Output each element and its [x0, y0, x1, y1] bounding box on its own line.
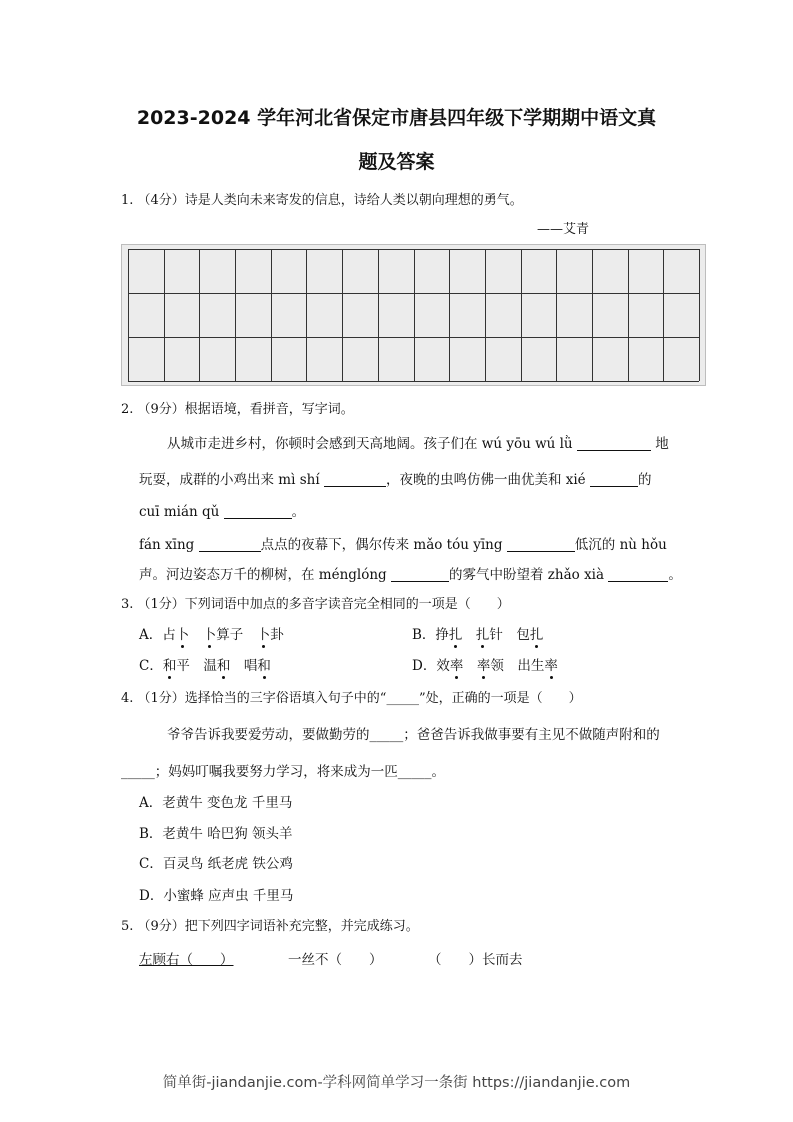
writing-grid [121, 244, 706, 386]
question-5: 5. （9分）把下列四字词语补充完整，并完成练习。 [121, 919, 419, 934]
option-char: 唱 [243, 658, 258, 674]
q2-line-4-end: 低沉的 nù hǒu [574, 537, 667, 553]
option-space [230, 658, 244, 674]
option-space [190, 658, 204, 674]
question-1: 1. （4分）诗是人类向未来寄发的信息，诗给人类以朝向理想的勇气。 [121, 193, 523, 208]
answer-blank[interactable] [577, 436, 651, 451]
dotted-char: 率 [476, 658, 491, 674]
answer-blank[interactable] [608, 567, 668, 582]
question-4: 4. （1分）选择恰当的三字俗语填入句子中的“_____”处，正确的一项是（ ） [121, 691, 582, 706]
q5-item-1: 左顾右（ ） [139, 952, 234, 968]
answer-blank[interactable] [224, 504, 292, 519]
q2-line-5-mid: 的雾气中盼望着 zhǎo xià [449, 567, 605, 583]
q2-line-2-end: 的 [637, 472, 652, 488]
q2-line-4-text: fán xīng [139, 537, 195, 553]
dotted-char: 扎 [448, 627, 463, 643]
q3-option-d[interactable] [412, 654, 558, 674]
dotted-char: 率 [544, 658, 558, 674]
q2-line-3 [139, 500, 305, 520]
q4-paragraph-line-2: _____；妈妈叮嘱我要努力学习，将来成为一匹_____。 [121, 764, 445, 780]
q2-line-5-end: 。 [668, 567, 682, 583]
option-char: 平 [176, 658, 190, 674]
q2-line-2 [139, 468, 651, 488]
question-2: 2. （9分）根据语境，看拼音，写字词。 [121, 402, 354, 417]
option-space [504, 658, 518, 674]
q2-line-1 [167, 432, 669, 452]
dotted-char: 和 [216, 658, 231, 674]
q2-line-5-text: 声。河边姿态万千的柳树，在 ménglóng [139, 567, 387, 583]
dotted-char: 和 [162, 658, 177, 674]
option-space [243, 627, 257, 643]
q2-line-1-text: 从城市走进乡村，你顿时会感到天高地阔。孩子们在 wú yōu wú lǜ [167, 436, 573, 452]
answer-blank[interactable] [199, 537, 261, 552]
q5-item-2: 一丝不（ ） [288, 952, 383, 968]
dotted-char: 扎 [475, 627, 490, 643]
option-label: A． [139, 627, 163, 643]
dotted-char: 率 [449, 658, 464, 674]
q3-option-b[interactable] [412, 623, 543, 643]
q2-line-1-end: 地 [655, 436, 669, 452]
option-char: 温 [203, 658, 217, 674]
question-3: 3. （1分）下列词语中加点的多音字读音完全相同的一项是（ ） [121, 597, 510, 612]
q2-line-2-text: 玩耍，成群的小鸡出来 mì shí [139, 472, 320, 488]
option-space [462, 627, 476, 643]
dotted-char: 卜 [256, 627, 271, 643]
option-char: 占 [162, 627, 176, 643]
answer-blank[interactable] [391, 567, 449, 582]
option-char: 挣 [435, 627, 449, 643]
q5-item-3: （ ）长而去 [428, 952, 523, 968]
option-char: 出生 [517, 658, 545, 674]
option-label: C． [139, 658, 163, 674]
page-footer: 简单街-jiandanjie.com-学科网简单学习一条街 https://jiandanjie.com [162, 1075, 631, 1091]
q3-option-a[interactable] [139, 623, 284, 643]
q2-line-3-end: 。 [291, 504, 306, 520]
q4-paragraph-line-1: 爷爷告诉我要爱劳动，要做勤劳的_____；爸爸告诉我做事要有主见不做随声附和的 [167, 727, 660, 743]
dotted-char: 和 [257, 658, 271, 674]
option-char: 卦 [270, 627, 284, 643]
answer-blank[interactable] [507, 537, 575, 552]
option-space [463, 658, 477, 674]
answer-blank[interactable] [324, 472, 386, 487]
q2-line-4 [139, 533, 667, 553]
q4-option-b[interactable]: B．老黄牛 哈巴狗 领头羊 [139, 826, 293, 842]
option-char: 包 [516, 627, 530, 643]
document-title-line-2: 题及答案 [358, 151, 435, 173]
dotted-char: 扎 [529, 627, 544, 643]
q4-option-a[interactable]: A．老黄牛 变色龙 千里马 [139, 795, 293, 811]
option-space [503, 627, 517, 643]
writing-grid-lines [122, 245, 705, 385]
option-char: 针 [489, 627, 503, 643]
option-char: 领 [490, 658, 504, 674]
q4-option-d[interactable]: D．小蜜蜂 应声虫 千里马 [139, 888, 294, 904]
document-title-line-1: 2023-2024 学年河北省保定市唐县四年级下学期期中语文真 [136, 107, 657, 129]
option-space [189, 627, 203, 643]
option-char: 效 [436, 658, 450, 674]
q2-line-3-text: cuī mián qǔ [139, 504, 220, 520]
q2-line-4-mid: 点点的夜幕下，偶尔传来 mǎo tóu yīng [260, 537, 503, 553]
dotted-char: 卜 [202, 627, 217, 643]
dotted-char: 卜 [175, 627, 190, 643]
option-label: D． [412, 658, 437, 674]
question-1-author: ——艾青 [537, 222, 590, 237]
q2-line-2-mid: ，夜晚的虫鸣仿佛一曲优美和 xié [385, 472, 586, 488]
q2-line-5 [139, 563, 682, 583]
option-char: 算子 [216, 627, 244, 643]
option-label: B． [412, 627, 436, 643]
answer-blank[interactable] [590, 472, 638, 487]
q4-option-c[interactable]: C．百灵鸟 纸老虎 铁公鸡 [139, 856, 293, 872]
q3-option-c[interactable] [139, 654, 271, 674]
